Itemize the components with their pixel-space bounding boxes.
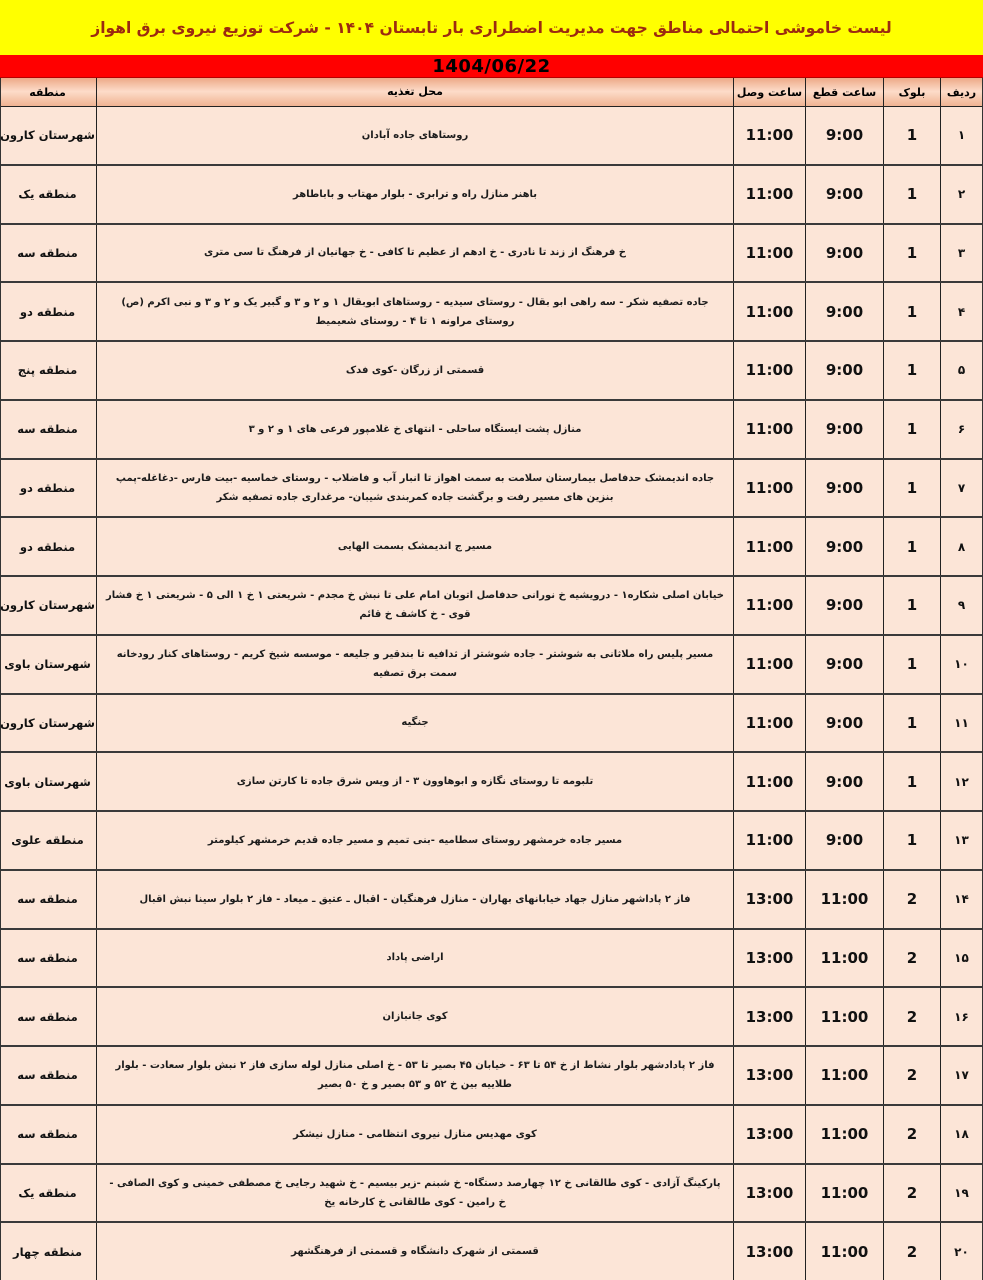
region-cell: منطقه سه bbox=[17, 1127, 78, 1142]
restore-time-cell: 13:00 bbox=[733, 871, 805, 928]
feeding-location-cell: قسمتی از زرگان -کوی فدک bbox=[96, 342, 733, 399]
block-cell: 1 bbox=[883, 401, 940, 458]
table-row bbox=[1, 1223, 982, 1280]
row-number-cell: ۱۳ bbox=[940, 812, 982, 869]
restore-time-cell: 11:00 bbox=[733, 342, 805, 399]
block-cell: 1 bbox=[883, 636, 940, 693]
restore-time-cell: 11:00 bbox=[733, 695, 805, 752]
block-cell: 1 bbox=[883, 695, 940, 752]
table-row bbox=[1, 812, 982, 871]
row-number-cell: ۱۴ bbox=[940, 871, 982, 928]
cut-time-cell: 9:00 bbox=[805, 812, 883, 869]
row-number-cell: ۸ bbox=[940, 518, 982, 575]
row-number-cell: ۱۰ bbox=[940, 636, 982, 693]
restore-time-cell: 11:00 bbox=[733, 401, 805, 458]
cut-time-cell: 9:00 bbox=[805, 166, 883, 223]
cut-time-cell: 9:00 bbox=[805, 460, 883, 517]
feeding-location-cell: مسیر ج اندیمشک بسمت الهایی bbox=[96, 518, 733, 575]
row-number-cell: ۵ bbox=[940, 342, 982, 399]
cut-time-cell: 11:00 bbox=[805, 1047, 883, 1104]
feeding-location-cell: کوی جانبازان bbox=[96, 988, 733, 1045]
table-body bbox=[1, 107, 982, 1280]
page-title: لیست خاموشی احتمالی مناطق جهت مدیریت اضطراری بار تابستان ۱۴۰۴ - شرکت توزیع نیروی برق اهواز bbox=[91, 18, 892, 37]
region-cell: منطقه علوی bbox=[11, 833, 84, 848]
region-cell: منطقه دو bbox=[19, 480, 76, 495]
row-number-cell: ۷ bbox=[940, 460, 982, 517]
row-number-cell: ۱۶ bbox=[940, 988, 982, 1045]
cut-time-cell: 11:00 bbox=[805, 1165, 883, 1222]
table-row bbox=[1, 871, 982, 930]
cut-time-cell: 9:00 bbox=[805, 401, 883, 458]
row-number-cell: ۳ bbox=[940, 225, 982, 282]
row-number-cell: ۱۸ bbox=[940, 1106, 982, 1163]
region-cell: منطقه سه bbox=[17, 245, 78, 260]
restore-time-cell: 13:00 bbox=[733, 1165, 805, 1222]
feeding-location-cell: قسمتی از شهرک دانشگاه و قسمتی از فرهنگشهر bbox=[96, 1223, 733, 1280]
table-row bbox=[1, 518, 982, 577]
table-row bbox=[1, 695, 982, 754]
region-cell: منطقه یک bbox=[18, 187, 77, 202]
restore-time-cell: 11:00 bbox=[733, 107, 805, 164]
block-cell: 1 bbox=[883, 283, 940, 340]
restore-time-cell: 13:00 bbox=[733, 1106, 805, 1163]
restore-time-cell: 11:00 bbox=[733, 812, 805, 869]
region-cell: شهرستان باوی bbox=[4, 774, 91, 789]
block-cell: 2 bbox=[883, 1165, 940, 1222]
row-number-cell: ۱۷ bbox=[940, 1047, 982, 1104]
block-cell: 1 bbox=[883, 107, 940, 164]
feeding-location-cell: خ فرهنگ از زند تا نادری - خ ادهم از عظیم تا کافی - خ جهانیان از فرهنگ تا سی متری bbox=[96, 225, 733, 282]
region-cell: منطقه چهار bbox=[12, 1244, 83, 1259]
row-number-cell: ۱۹ bbox=[940, 1165, 982, 1222]
column-header-region: منطقه bbox=[29, 85, 66, 99]
cut-time-cell: 9:00 bbox=[805, 225, 883, 282]
block-cell: 1 bbox=[883, 812, 940, 869]
block-cell: 1 bbox=[883, 518, 940, 575]
row-number-cell: ۴ bbox=[940, 283, 982, 340]
title-banner bbox=[0, 0, 983, 55]
table-row bbox=[1, 1106, 982, 1165]
block-cell: 1 bbox=[883, 225, 940, 282]
restore-time-cell: 11:00 bbox=[733, 460, 805, 517]
feeding-location-cell: مسیر جاده خرمشهر روستای سطامیه -بنی تمیم و مسیر جاده قدیم خرمشهر کیلومتر bbox=[96, 812, 733, 869]
date-bar bbox=[0, 55, 983, 78]
region-cell: منطقه یک bbox=[18, 1185, 77, 1200]
feeding-location-cell: جنگیه bbox=[96, 695, 733, 752]
region-cell: منطقه سه bbox=[17, 1009, 78, 1024]
table-row bbox=[1, 1165, 982, 1224]
block-cell: 2 bbox=[883, 1047, 940, 1104]
row-number-cell: ۱۵ bbox=[940, 930, 982, 987]
restore-time-cell: 11:00 bbox=[733, 283, 805, 340]
cut-time-cell: 11:00 bbox=[805, 988, 883, 1045]
block-cell: 2 bbox=[883, 1106, 940, 1163]
feeding-location-cell: اراضی پاداد bbox=[96, 930, 733, 987]
region-cell: منطقه سه bbox=[17, 950, 78, 965]
restore-time-cell: 13:00 bbox=[733, 930, 805, 987]
block-cell: 2 bbox=[883, 1223, 940, 1280]
table-row bbox=[1, 166, 982, 225]
table-row bbox=[1, 342, 982, 401]
block-cell: 1 bbox=[883, 460, 940, 517]
row-number-cell: ۲۰ bbox=[940, 1223, 982, 1280]
block-cell: 2 bbox=[883, 988, 940, 1045]
table-row bbox=[1, 988, 982, 1047]
restore-time-cell: 11:00 bbox=[733, 577, 805, 634]
cut-time-cell: 9:00 bbox=[805, 753, 883, 810]
row-number-cell: ۹ bbox=[940, 577, 982, 634]
table-row bbox=[1, 225, 982, 284]
table-row bbox=[1, 1047, 982, 1106]
restore-time-cell: 11:00 bbox=[733, 753, 805, 810]
feeding-location-cell: فاز ۲ پاداشهر منازل جهاد خیابانهای بهاران - منازل فرهنگیان - اقبال ـ عتیق ـ میعاد - فاز ۲ بلوار سینا نبش اقبال bbox=[96, 871, 733, 928]
region-cell: منطقه دو bbox=[19, 539, 76, 554]
table-row bbox=[1, 107, 982, 166]
column-header-restore-time: ساعت وصل bbox=[733, 78, 805, 106]
table-header-row bbox=[1, 78, 982, 107]
column-header-block: بلوک bbox=[883, 78, 940, 106]
feeding-location-cell: جاده تصفیه شکر - سه راهی ابو بقال - روستای سیدیه - روستاهای ابوبقال ۱ و ۲ و ۳ و گبیر یک و ۲ و ۳ و نبی اکرم (ص) روستای مراونه ۱ تا ۴ - روستای شعیمیط bbox=[96, 283, 733, 340]
feeding-location-cell: مسیر پلیس راه ملاثانی به شوشتر - جاده شوشتر از ثدافیه تا بندقیر و جلیعه - موسسه شیخ کریم - روستاهای کنار رودخانه سمت برق تصفیه bbox=[96, 636, 733, 693]
column-header-cut-time: ساعت قطع bbox=[805, 78, 883, 106]
region-cell: منطقه دو bbox=[19, 304, 76, 319]
region-cell: شهرستان کارون bbox=[0, 598, 95, 613]
cut-time-cell: 9:00 bbox=[805, 636, 883, 693]
cut-time-cell: 11:00 bbox=[805, 930, 883, 987]
cut-time-cell: 11:00 bbox=[805, 871, 883, 928]
feeding-location-cell: فاز ۲ پادادشهر بلوار نشاط از خ ۵۴ تا ۶۳ - خیابان ۴۵ بصیر تا ۵۳ - خ اصلی منازل لوله سازی فاز ۲ نبش بلوار سعادت - بلوار طلاییه بین خ ۵۲ و ۵۳ بصیر و خ ۵۰ بصیر bbox=[96, 1047, 733, 1104]
region-cell: منطقه سه bbox=[17, 422, 78, 437]
region-cell: شهرستان کارون bbox=[0, 128, 95, 143]
row-number-cell: ۱ bbox=[940, 107, 982, 164]
cut-time-cell: 9:00 bbox=[805, 107, 883, 164]
cut-time-cell: 9:00 bbox=[805, 342, 883, 399]
restore-time-cell: 11:00 bbox=[733, 636, 805, 693]
feeding-location-cell: باهنر منازل راه و ترابری - بلوار مهتاب و باباطاهر bbox=[96, 166, 733, 223]
feeding-location-cell: کوی مهدیس منازل نیروی انتظامی - منازل نیشکر bbox=[96, 1106, 733, 1163]
restore-time-cell: 11:00 bbox=[733, 166, 805, 223]
row-number-cell: ۶ bbox=[940, 401, 982, 458]
region-cell: منطقه پنج bbox=[17, 363, 78, 378]
table-row bbox=[1, 577, 982, 636]
feeding-location-cell: تلبومه تا روستای نگازه و ابوهاوون ۳ - از ویس شرق جاده تا کارتن سازی bbox=[96, 753, 733, 810]
date-label: 1404/06/22 bbox=[432, 55, 551, 77]
feeding-location-cell: پارکینگ آزادی - کوی طالقانی خ ۱۲ چهارصد دستگاه- خ شبنم -زیر بیسیم - خ شهید رجایی خ مصطفی خمینی و کوی الصافی - خ رامین - کوی طالقانی خ کارخانه یخ bbox=[96, 1165, 733, 1222]
feeding-location-cell: جاده اندیمشک حدفاصل بیمارستان سلامت به سمت اهواز تا انبار آب و فاضلاب - روستای خماسیه -بیت فارس -دغاغله-پمپ بنزین های مسیر رفت و برگشت جاده کمربندی شیبان- مرغداری جاده تصفیه شکر bbox=[96, 460, 733, 517]
feeding-location-cell: منازل پشت ایستگاه ساحلی - انتهای خ غلامپور فرعی های ۱ و ۲ و ۳ bbox=[96, 401, 733, 458]
block-cell: 1 bbox=[883, 342, 940, 399]
block-cell: 1 bbox=[883, 753, 940, 810]
region-cell: شهرستان باوی bbox=[4, 657, 91, 672]
schedule-table bbox=[0, 78, 983, 1280]
block-cell: 2 bbox=[883, 871, 940, 928]
restore-time-cell: 13:00 bbox=[733, 1223, 805, 1280]
restore-time-cell: 11:00 bbox=[733, 225, 805, 282]
table-row bbox=[1, 753, 982, 812]
feeding-location-cell: روستاهای جاده آبادان bbox=[96, 107, 733, 164]
region-cell: منطقه سه bbox=[17, 1068, 78, 1083]
feeding-location-cell: خیابان اصلی شکاره۱ - درویشیه خ نورانی حدفاصل اتوبان امام علی تا نبش خ مجدم - شریعتی ۱ خ ۱ الی ۵ - شریعتی ۱ خ فشار قوی - خ کاشف خ قائم bbox=[96, 577, 733, 634]
block-cell: 1 bbox=[883, 166, 940, 223]
cut-time-cell: 9:00 bbox=[805, 695, 883, 752]
region-cell: شهرستان کارون bbox=[0, 715, 95, 730]
row-number-cell: ۱۱ bbox=[940, 695, 982, 752]
cut-time-cell: 9:00 bbox=[805, 577, 883, 634]
cut-time-cell: 11:00 bbox=[805, 1106, 883, 1163]
column-header-row-number: ردیف bbox=[940, 78, 982, 106]
cut-time-cell: 9:00 bbox=[805, 518, 883, 575]
cut-time-cell: 11:00 bbox=[805, 1223, 883, 1280]
block-cell: 2 bbox=[883, 930, 940, 987]
restore-time-cell: 13:00 bbox=[733, 1047, 805, 1104]
restore-time-cell: 11:00 bbox=[733, 518, 805, 575]
row-number-cell: ۱۲ bbox=[940, 753, 982, 810]
restore-time-cell: 13:00 bbox=[733, 988, 805, 1045]
block-cell: 1 bbox=[883, 577, 940, 634]
region-cell: منطقه سه bbox=[17, 892, 78, 907]
table-row bbox=[1, 930, 982, 989]
table-row bbox=[1, 283, 982, 342]
row-number-cell: ۲ bbox=[940, 166, 982, 223]
cut-time-cell: 9:00 bbox=[805, 283, 883, 340]
table-row bbox=[1, 460, 982, 519]
column-header-location: محل تغذیه bbox=[96, 78, 733, 106]
table-row bbox=[1, 401, 982, 460]
table-row bbox=[1, 636, 982, 695]
